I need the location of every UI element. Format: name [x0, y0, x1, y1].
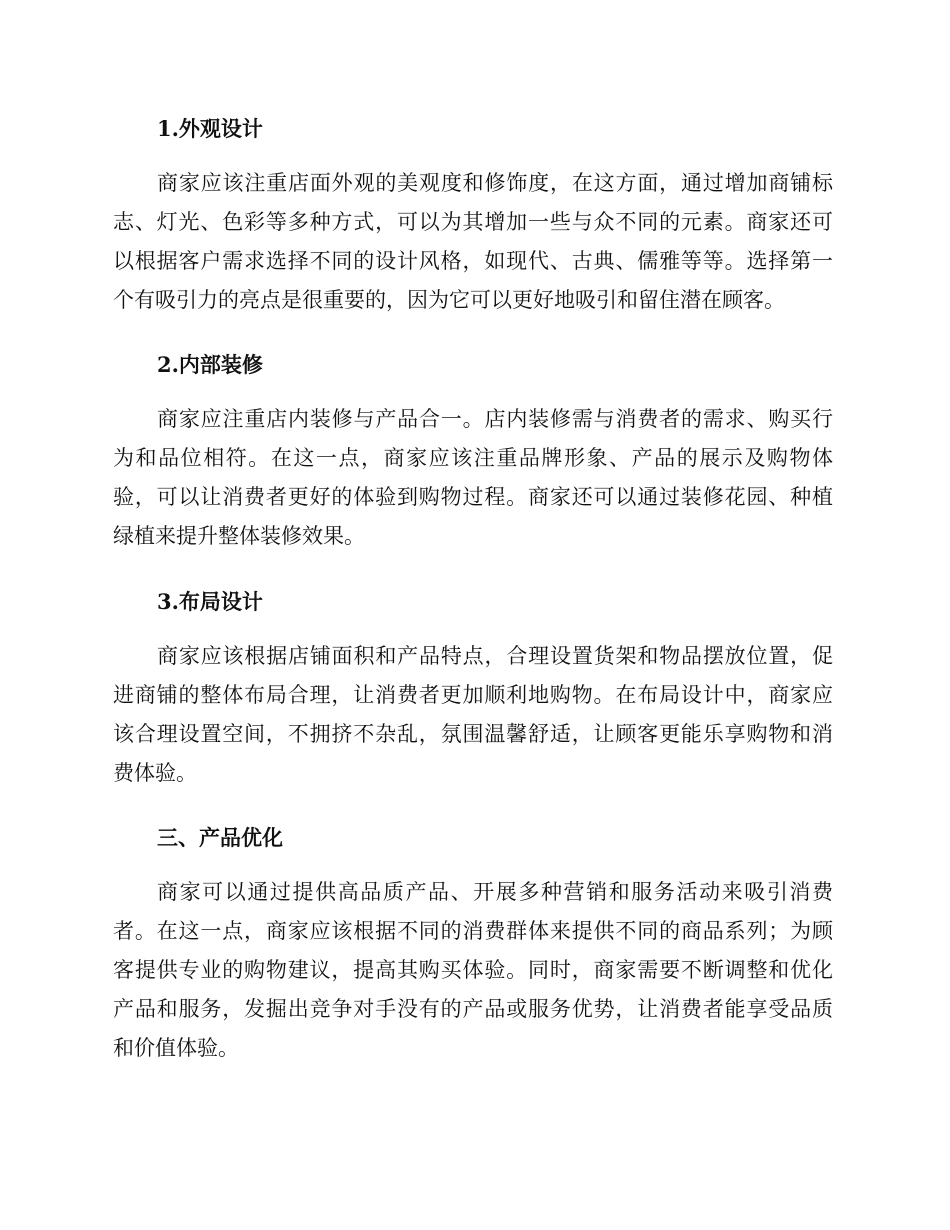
section-heading-exterior-design: 1.外观设计 [157, 116, 263, 141]
paragraph-line: 个有吸引力的亮点是很重要的，因为它可以更好地吸引和留住潜在顾客。 [113, 288, 785, 312]
paragraph-line: 商家应该根据店铺面积和产品特点，合理设置货架和物品摆放位置，促 [157, 644, 833, 668]
section-paragraph-interior-decoration [113, 400, 833, 556]
section-paragraph-product-optimization [113, 873, 833, 1068]
paragraph-line: 以根据客户需求选择不同的设计风格，如现代、古典、儒雅等等。选择第一 [113, 249, 833, 273]
paragraph-line: 验，可以让消费者更好的体验到购物过程。商家还可以通过装修花园、种植 [113, 485, 833, 509]
paragraph-line: 该合理设置空间，不拥挤不杂乱，氛围温馨舒适，让顾客更能乐享购物和消 [113, 722, 833, 746]
paragraph-line: 进商铺的整体布局合理，让消费者更加顺利地购物。在布局设计中，商家应 [113, 683, 833, 707]
paragraph-line: 志、灯光、色彩等多种方式，可以为其增加一些与众不同的元素。商家还可 [113, 210, 833, 234]
paragraph-line: 和价值体验。 [113, 1036, 239, 1060]
paragraph-line: 产品和服务，发掘出竞争对手没有的产品或服务优势，让消费者能享受品质 [113, 997, 833, 1021]
paragraph-line: 客提供专业的购物建议，提高其购买体验。同时，商家需要不断调整和优化 [113, 958, 833, 982]
paragraph-line: 商家应该注重店面外观的美观度和修饰度，在这方面，通过增加商铺标 [157, 171, 833, 195]
paragraph-line: 商家应注重店内装修与产品合一。店内装修需与消费者的需求、购买行 [157, 407, 833, 431]
paragraph-line: 费体验。 [113, 761, 197, 785]
section-paragraph-layout-design [113, 637, 833, 793]
section-paragraph-exterior-design [113, 164, 833, 320]
paragraph-line: 者。在这一点，商家应该根据不同的消费群体来提供不同的商品系列；为顾 [113, 919, 833, 943]
section-heading-interior-decoration: 2.内部装修 [157, 352, 263, 377]
paragraph-line: 商家可以通过提供高品质产品、开展多种营销和服务活动来吸引消费 [157, 880, 833, 904]
section-heading-product-optimization: 三、产品优化 [157, 825, 283, 850]
section-heading-layout-design: 3.布局设计 [157, 589, 263, 614]
paragraph-line: 绿植来提升整体装修效果。 [113, 524, 365, 548]
paragraph-line: 为和品位相符。在这一点，商家应该注重品牌形象、产品的展示及购物体 [113, 446, 833, 470]
